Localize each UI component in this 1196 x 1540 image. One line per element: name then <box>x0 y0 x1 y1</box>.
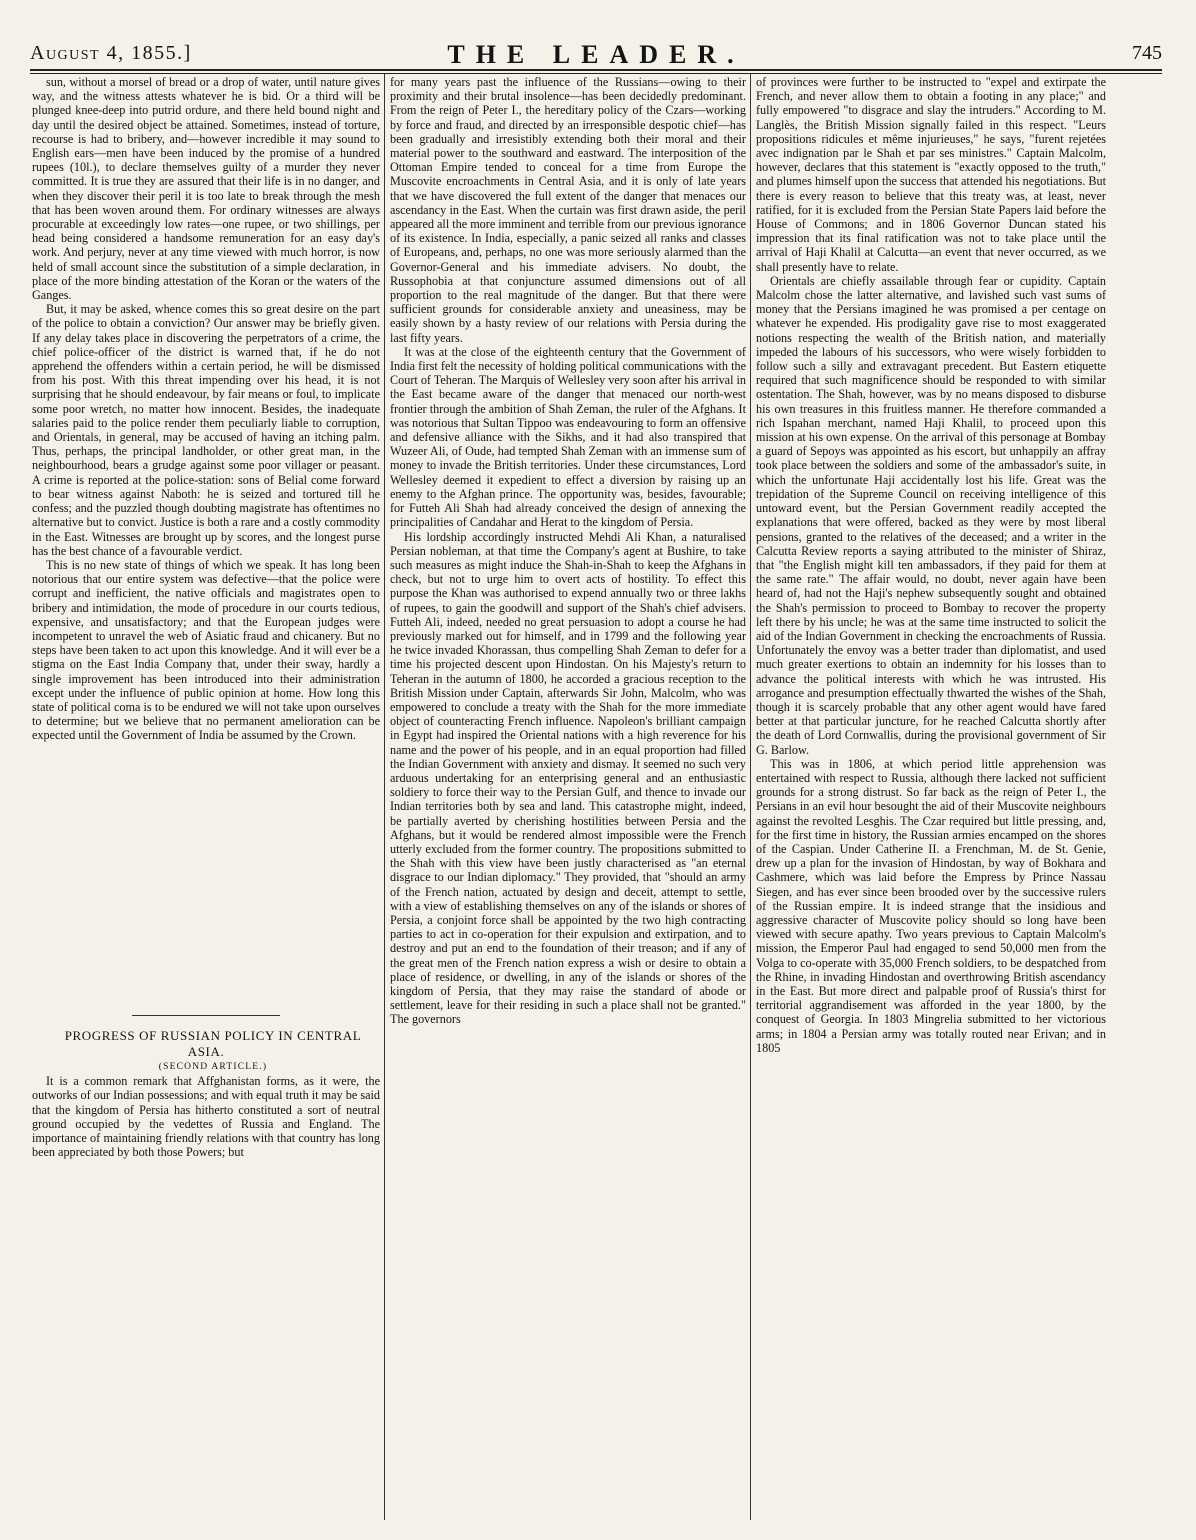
paragraph: Orientals are chiefly assailable through fear or cupidity. Captain Malcolm chose the latter alternative, and lavished such vast sums of money that the Persians imagined he was promised a per centage on whatever he expended. His prodigality gave rise to most exaggerated notions respecting the wealth of the British nation, and materially impeded the labours of his successors, who were wisely forbidden to follow such a silly and extravagant precedent. But Eastern etiquette required that such magnificence should be responded to with similar ostentation. The Shah, however, was by no means disposed to disburse his own treasures in this fruitless manner. He therefore commanded a rich Ispahan merchant, named Haji Khalil, to proceed upon this mission at his own expense. On the arrival of this personage at Bombay a guard of Sepoys was appointed as his escort, but unhappily an affray took place between the soldiers and some of the ambassador's suite, in which the unfortunate Haji accidentally lost his life. Great was the trepidation of the Supreme Council on receiving intelligence of this untoward event, but the Persian Government readily accepted the explanations that were offered, backed as they were by most liberal pensions, granted to the relatives of the deceased; and a writer in the Calcutta Review reports a saying attributed to the minister of Shiraz, that "the English might kill ten ambassadors, if they paid for them at the same rate." The affair would, no doubt, never again have been heard of, had not the Haji's nephew subsequently sought and obtained the Shah's permission to proceed to Bombay to recover the property left there by his uncle; he was at the same time instructed to solicit the aid of the Indian Government in checking the encroachments of Russia. Unfortunately the envoy was a better trader than diplomatist, and used much greater exertions to obtain an indemnity for his losses than to advance the political interests with which he was intrusted. His arrogance and presumption effectually thwarted the wishes of the Shah, though it is scarcely probable that any other agent would have fared better at that particular juncture, for he reached Calcutta shortly after the death of Lord Cornwallis, during the provisional government of Sir G. Barlow. <box>756 273 1106 757</box>
paragraph: of provinces were further to be instructed to "expel and extirpate the French, and never allow them to obtain a footing in any place;" and fully empowered "to disgrace and slay the intruders." According to M. Langlès, the British Mission signally failed in this respect. "Leurs propositions ridicules et même injurieuses," he says, "furent rejetées avec indignation par le Shah et par ses ministres." Captain Malcolm, however, declares that this statement is "exactly opposed to the truth," and plumes himself upon the success that attended his negotiations. But there is every reason to believe that this treaty was, at least, never ratified, for it is excluded from the Persian State Papers laid before the House of Commons; and in 1806 Governor Duncan stated his impression that its final ratification was not to take place until the arrival of Haji Khalil at Calcutta—an event that never occurred, as we shall presently have to relate. <box>756 75 1106 274</box>
header-rule-thin <box>30 73 1162 74</box>
column-3 <box>756 75 1106 1520</box>
paragraph: It is a common remark that Affghanistan forms, as it were, the outworks of our Indian possessions; and with equal truth it may be said that the kingdom of Persia has hitherto constituted a sort of neutral ground occupied by the vedettes of Russia and England. The importance of maintaining friendly relations with that country has long been appreciated by both those Powers; but <box>32 1074 380 1160</box>
issue-date: August 4, 1855.] <box>30 42 192 64</box>
header-rule <box>30 69 1162 71</box>
paragraph: This is no new state of things of which we speak. It has long been notorious that our entire system was defective—that the police were corrupt and inefficient, the native officials and magistrates open to bribery and intimidation, the mode of procedure in our courts tedious, expensive, and unsatisfactory; and that the European judges were incompetent to unravel the web of Asiatic fraud and chicanery. But no steps have been taken to act upon this knowledge. And it will ever be a stigma on the East India Company that, under their sway, hardly a single improvement has been introduced into their administration except under the influence of public opinion at home. How long this state of political coma is to be endured we will not take upon ourselves to determine; but we believe that no permanent amelioration can be expected until the Government of India be assumed by the Crown. <box>32 557 380 743</box>
paragraph: This was in 1806, at which period little apprehension was entertained with respect to Russia, although there lacked not sufficient grounds for a strong distrust. So far back as the reign of Peter I., the Persians in an evil hour besought the aid of their Muscovite neighbours against the revolted Lesghis. The Czar required but little pressing, and, for the first time in history, the Russian armies encamped on the shores of the Caspian. Under Catherine II. a Frenchman, M. de St. Genie, drew up a plan for the invasion of Hindostan, by way of Bokhara and Cashmere, which was laid before the Empress by Prince Nassau Siegen, and has ever since been brooded over by the successive rulers of the Russian empire. It is indeed strange that the insidious and aggressive character of Muscovite policy should so long have been viewed with secure apathy. Two years previous to Captain Malcolm's mission, the Emperor Paul had engaged to send 50,000 men from the Volga to co-operate with 35,000 French soldiers, to be despatched from the Rhine, in invading Hindostan and overthrowing British ascendancy in the East. But more direct and palpable proof of Russia's thirst for territorial aggrandisement was afforded in the year 1800, by the conquest of Georgia. In 1803 Mingrelia submitted to her victorious arms; in 1804 a Persian army was totally routed near Erivan; and in 1805 <box>756 756 1106 1055</box>
masthead-title: THE LEADER. <box>447 40 745 69</box>
paragraph: But, it may be asked, whence comes this so great desire on the part of the police to obtain a conviction? Our answer may be briefly given. If any delay takes place in discovering the perpetrators of a crime, the chief police-officer of the district is warned that, if he do not apprehend the offenders within a certain period, he will be dismissed from his post. With this threat impending over his head, it is not surprising that he should endeavour, by fair means or foul, to implicate some poor wretch, no matter how innocent. Besides, the inadequate salaries paid to the police render them peculiarly liable to corruption, and Orientals, in general, may be accused of having an itching palm. Thus, perhaps, the principal landholder, or other great man, in the neighbourhood, bears a grudge against some poor villager or peasant. A crime is reported at the police-station: sons of Belial come forward to bear witness against Naboth: he is seized and tortured till he confess; and the puzzled though doubting magistrate has oftentimes no alternative but to convict. Justice is both a rare and a costly commodity in the East. Witnesses are brought up by scores, and the longest purse has the best chance of a favourable verdict. <box>32 302 380 558</box>
page-number: 745 <box>1132 42 1162 64</box>
paragraph: His lordship accordingly instructed Mehdi Ali Khan, a naturalised Persian nobleman, at that time the Company's agent at Bushire, to take such measures as might induce the Shah-in-Shah to keep the Afghans in check, but not to urge him to overt acts of hostility. To effect this purpose the Khan was authorised to expend annually two or three lakhs of rupees, to gain the goodwill and support of the Shah's chief advisers. Futteh Ali, indeed, needed no great persuasion to adopt a course he had previously marked out for himself, and in 1799 and the following year he twice invaded Khorassan, thus compelling Shah Zeman to defer for a time his projected descent upon Hindostan. On his Majesty's return to Teheran in the autumn of 1800, he accorded a gracious reception to the British Mission under Captain, afterwards Sir John, Malcolm, who was empowered to conclude a treaty with the Shah for the more immediate object of counteracting French influence. Napoleon's brilliant campaign in Egypt had inspired the Oriental nations with a high reverence for his name and the power of his people, and in an equal proportion had filled the Indian Government with anxiety and dismay. It seemed no such very arduous undertaking for an enterprising general and an enthusiastic soldiery to force their way to the Persian Gulf, and thence to invade our Indian territories both by sea and land. This catastrophe might, indeed, be partially averted by cherishing hostilities between Persia and the Afghans, but it would be rendered almost impossible were the French utterly excluded from the former country. The propositions submitted to the Shah with this view have been justly characterised as "an eternal disgrace to our Indian diplomacy." They provided, that "should an army of the French nation, actuated by design and deceit, attempt to settle, with a view of establishing themselves on any of the islands or shores of Persia, a conjoint force shall be appointed by the two high contracting parties to act in co-operation for their expulsion and extirpation, and to destroy and put an end to the foundation of their treason; and if any of the great men of the French nation express a wish or desire to obtain a place of residence, or dwelling, in any of the islands or shores of the kingdom of Persia, that they may raise the standard of abode or settlement, leave for their residing in such a place shall not be granted." The governors <box>390 529 746 1027</box>
article2-subtitle: (SECOND ARTICLE.) <box>158 1062 268 1072</box>
paragraph: sun, without a morsel of bread or a drop of water, until nature gives way, and the witness attests whatever he is bid. Or a third will be plunged knee-deep into putrid ordure, and there held bound night and day until the desired object be attained. Sometimes, instead of torture, recourse is had to bribery, and—however incredible it may sound to English ears—men have been induced by the promise of a hundred rupees (10l.), to declare themselves guilty of a murder they never committed. It is true they are assured that their life is in no danger, and when they discover their peril it is too late to break through the mesh that has been woven around them. For ordinary witnesses are always procurable at exceedingly low rates—one rupee, or two shillings, per head being considered a handsome remuneration for an easy day's work. And perjury, never at any time viewed with much horror, is now held of small account since the substitution of a simple declaration, in place of the more binding attestation of the Koran or the waters of the Ganges. <box>32 75 380 303</box>
article2-title: PROGRESS OF RUSSIAN POLICY IN CENTRAL ASIA. <box>64 1028 362 1059</box>
page-header <box>30 42 1162 70</box>
article-divider <box>132 1015 280 1016</box>
article2-text-continued <box>390 75 746 1515</box>
paragraph: for many years past the influence of the Russians—owing to their proximity and their brutal insolence—has been decidedly predominant. From the reign of Peter I., the hereditary policy of the Czars—working by force and fraud, and directed by an irresponsible despotic chief—has been gradually and irresistibly extending both their moral and their material power to the southward and eastward. The interposition of the Ottoman Empire tended to conceal for a time from Europe the Muscovite encroachments in Central Asia, and it is only of late years that we have discovered the full extent of the danger that menaces our ascendancy in the East. When the curtain was first drawn aside, the peril appeared all the more imminent and terrible from our previous ignorance of its existence. In India, especially, a panic seized all ranks and classes of Europeans, and, perhaps, no one was more seriously alarmed than the Governor-General and his immediate advisers. No doubt, the Russophobia at that conjuncture assumed dimensions out of all proportion to the real magnitude of the danger. But that there were sufficient grounds for considerable anxiety and uneasiness, may be easily shown by a hasty review of our relations with Persia during the last fifty years. <box>390 75 746 345</box>
article2-text <box>32 1074 380 1192</box>
column-divider <box>750 74 751 1520</box>
column-1 <box>32 75 380 1520</box>
column-divider <box>384 74 385 1520</box>
column-2 <box>390 75 746 1520</box>
paragraph: It was at the close of the eighteenth century that the Government of India first felt the necessity of holding political communications with the Court of Teheran. The Marquis of Wellesley very soon after his arrival in the East became aware of the danger that menaced our north-west frontier through the ambition of Shah Zeman, the ruler of the Afghans. It was notorious that Sultan Tippoo was endeavouring to form an offensive and defensive alliance with the Sikhs, and it had also transpired that Wuzeer Ali, of Oude, had tempted Shah Zeman with an immense sum of money to invade the British territories. Under these circumstances, Lord Wellesley deemed it expedient to effect a diversion by raising up an enemy to the Afghan prince. The opportunity was, besides, favourable; for Futteh Ali Shah had already conceived the design of annexing the principalities of Candahar and Herat to the kingdom of Persia. <box>390 344 746 530</box>
article2-text-continued <box>756 75 1106 1515</box>
article1-text <box>32 75 380 999</box>
